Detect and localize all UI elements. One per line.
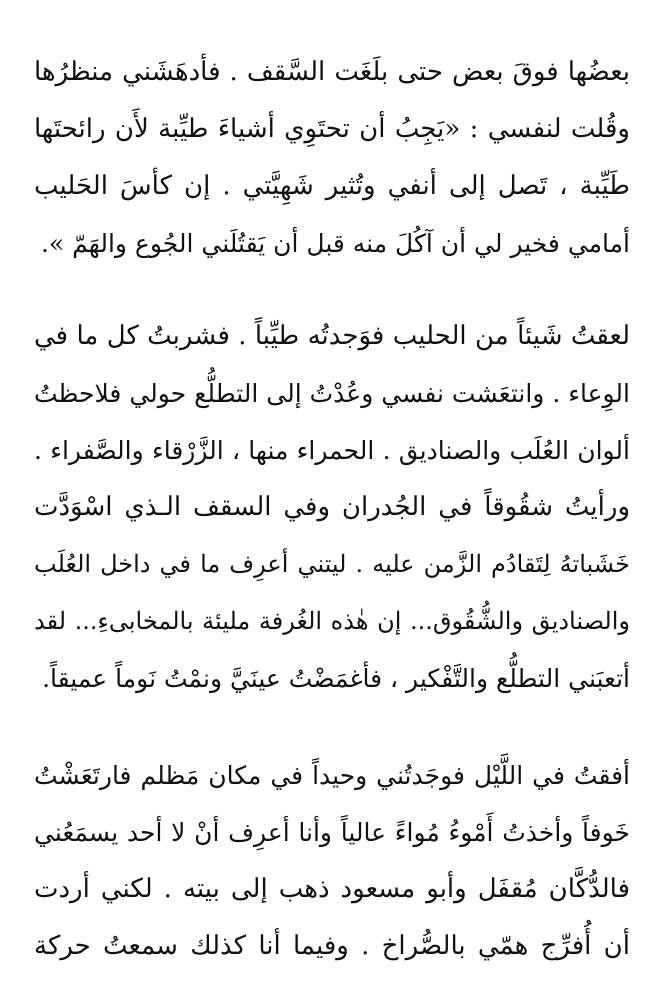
text-line: ألوان العُلَب والصناديق . الحمراء منها ، الزَّرْقاء والصَّفراء . <box>34 436 630 465</box>
paragraph-spacer <box>34 272 630 308</box>
text-line: الوِعاء . وانتعَشت نفسي وعُدْتُ إلى التطلُّع حولي فلاحظتُ <box>34 379 630 408</box>
text-line: أتعبَني التطلُّع والتَّفْكير ، فأغمَضْتُ عينَيَّ ونمْتُ نَوماً عميقاً. <box>42 664 630 693</box>
paragraph-1 <box>34 44 630 272</box>
text-line: لعقتُ شَيئاً من الحليب فوَجدتُه طيِّباً . فشربتُ كل ما في <box>34 321 630 351</box>
text-line: وقُلت لنفسي : «يَجِبُ أن تحتَوِي أشياءَ طيِّبة لأَن رائحتَها <box>34 114 630 144</box>
text-line: طَيِّبة ، تَصل إلى أنفي وتُثير شَهِيَّتي . إن كأسَ الحَليب <box>34 171 630 201</box>
text-line: خَوفاً وأخذتُ أَمْوءُ مُواءً عالياً وأنا أعرِف أنْ لا أحد يسمَعُني <box>34 818 630 847</box>
text-line: خَشَباتهُ لِتَقادُم الزَّمن عليه . ليتني أعرِف ما في داخل العُلَب <box>34 550 630 578</box>
paragraph-2 <box>34 308 630 707</box>
text-line: ورأيتُ شقُوقاً في الجُدران وفي السقف الـذي اسْوَدَّت <box>34 492 630 522</box>
text-line: أفقتُ في اللَّيْل فوجَدتُني وحيداً في مكان مَظلم فارتَعَشْتُ <box>34 761 630 790</box>
text-line: أن أُفرِّج همّي بالصُّراخ . وفيما أنا كذلك سمعتُ حركة <box>34 931 630 961</box>
text-line: أمامي فخير لي أن آكُلَ منه قبل أن يَقتُلَني الجُوع والهَمّ ». <box>40 229 630 258</box>
text-line: بعضُها فوقَ بعض حتى بلَغَت السَّقف . فأدهَشَني منظرُها <box>34 57 630 87</box>
text-line: والصناديق والشُّقُوق... إن هٰذه الغُرفة مليئة بالمخابىءِ... لقد <box>34 607 630 635</box>
paragraph-3 <box>34 747 630 975</box>
text-line: فالدُّكَّان مُقفَل وأبو مسعود ذهب إلى بيته . لكني أردت <box>34 874 630 904</box>
paragraph-spacer <box>34 707 630 747</box>
